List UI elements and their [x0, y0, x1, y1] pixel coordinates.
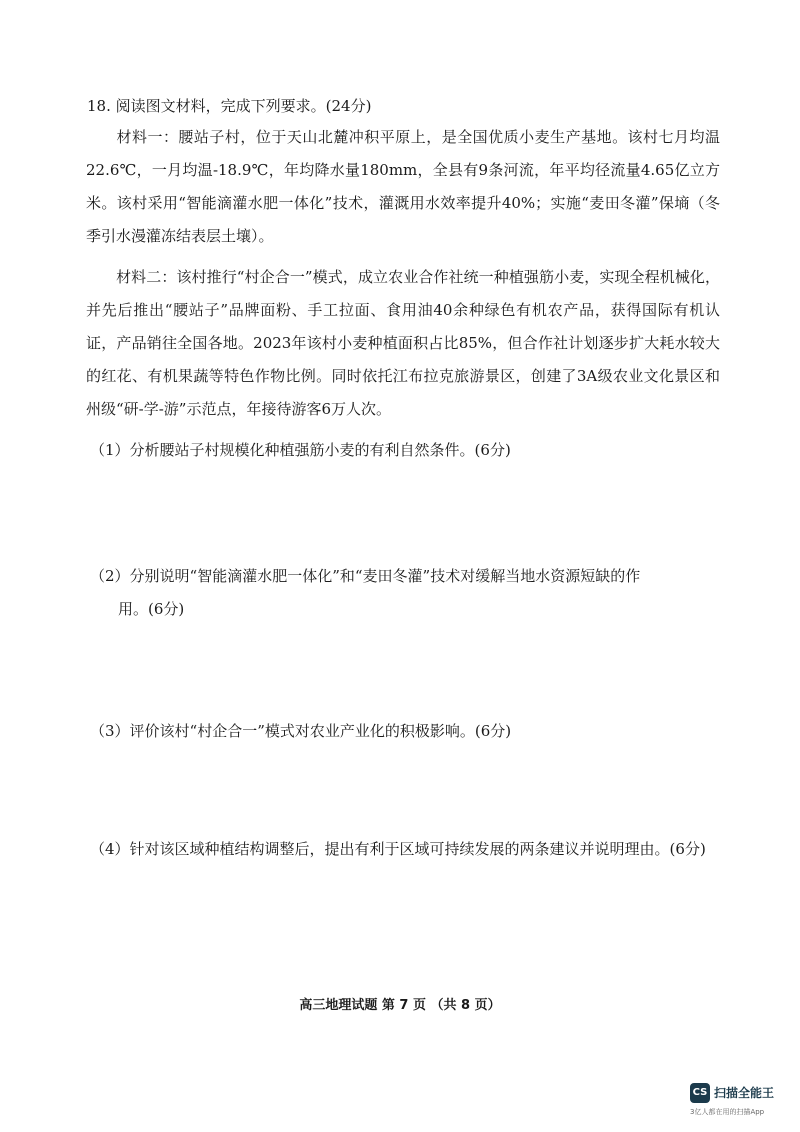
- material-one-text: 材料一：腰站子村，位于天山北麓冲积平原上，是全国优质小麦生产基地。该村七月均温22.6℃，一月均温-18.9℃，年均降水量180mm，全县有9条河流，年平均径流量4.65亿立方米。该村采用“智能滴灌水肥一体化”技术，灌溉用水效率提升40%；实施“麦田冬灌”保墒（冬季引水漫灌冻结表层土壤）。: [86, 128, 720, 245]
- material-two-text: 材料二：该村推行“村企合一”模式，成立农业合作社统一种植强筋小麦，实现全程机械化，并先后推出“腰站子”品牌面粉、手工拉面、食用油40余种绿色有机农产品，获得国际有机认证，产品销往全国各地。2023年该村小麦种植面积占比85%，但合作社计划逐步扩大耗水较大的红花、有机果蔬等特色作物比例。同时依托江布拉克旅游景区，创建了3A级农业文化景区和州级“研-学-游”示范点，年接待游客6万人次。: [86, 268, 720, 418]
- camscanner-logo-icon: CS: [690, 1083, 710, 1103]
- scanner-watermark: [690, 1083, 790, 1123]
- sub-question-4: （4）针对该区域种植结构调整后，提出有利于区域可持续发展的两条建议并说明理由。(6分): [90, 840, 706, 858]
- sub-question-3: （3）评价该村“村企合一”模式对农业产业化的积极影响。(6分): [90, 722, 512, 740]
- sub-question-2: （2）分别说明“智能滴灌水肥一体化”和“麦田冬灌”技术对缓解当地水资源短缺的作: [90, 567, 641, 585]
- page-footer: 高三地理试题 第 7 页 （共 8 页）: [299, 998, 501, 1013]
- question-title: 18. 阅读图文材料，完成下列要求。(24分): [87, 97, 372, 115]
- sub-question-2-continuation: 用。(6分): [118, 600, 185, 618]
- material-two-paragraph: [86, 261, 720, 426]
- watermark-tagline: 3亿人都在用的扫描App: [690, 1108, 765, 1116]
- watermark-app-name: 扫描全能王: [714, 1086, 775, 1100]
- material-one-paragraph: [86, 121, 720, 253]
- sub-question-1: （1）分析腰站子村规模化种植强筋小麦的有利自然条件。(6分): [90, 441, 511, 459]
